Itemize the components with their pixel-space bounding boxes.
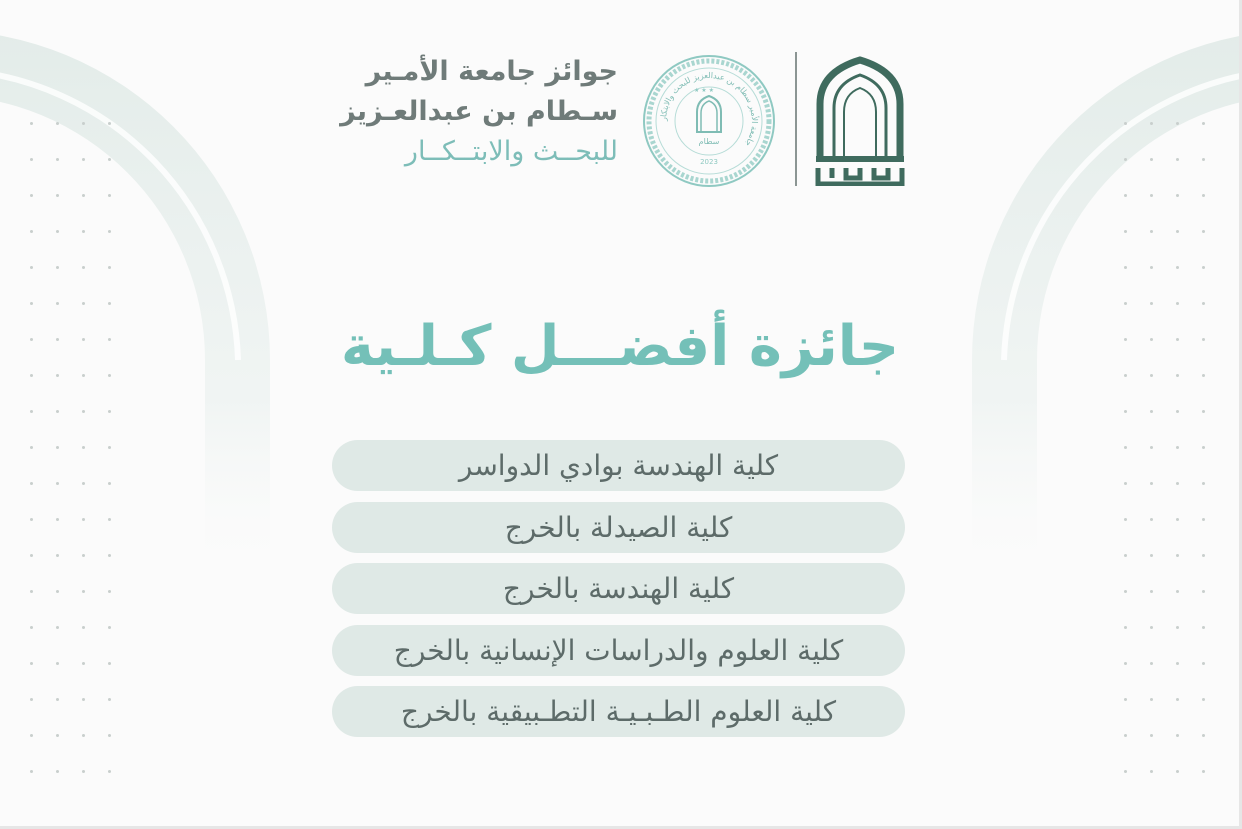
decor-dot	[1202, 770, 1205, 773]
decor-dot	[56, 662, 59, 665]
decor-dot	[108, 554, 111, 557]
decor-dot	[1176, 590, 1179, 593]
decor-dot	[108, 734, 111, 737]
decor-dot	[1150, 338, 1153, 341]
college-item-2: كلية الصيدلة بالخرج	[332, 502, 905, 553]
decor-dot	[1124, 338, 1127, 341]
decor-dot	[1150, 194, 1153, 197]
decor-dot	[30, 590, 33, 593]
decor-dot	[56, 626, 59, 629]
award-title-line-2: سـطام بن عبدالعـزيز	[340, 96, 618, 127]
college-list	[332, 440, 905, 748]
decor-dot	[1176, 446, 1179, 449]
svg-text:★ ★ ★: ★ ★ ★	[694, 87, 714, 94]
decor-dot	[108, 374, 111, 377]
decor-dot	[1202, 554, 1205, 557]
decor-dot	[1202, 410, 1205, 413]
decor-dot	[1150, 122, 1153, 125]
decor-dot	[1202, 734, 1205, 737]
decor-dot	[1124, 230, 1127, 233]
decor-dot	[82, 626, 85, 629]
decor-dot	[108, 518, 111, 521]
award-title-line-3: للبحــث والابتــكــار	[404, 136, 618, 167]
decor-dot	[82, 410, 85, 413]
seal-center-text: سطام	[698, 137, 720, 146]
decor-dot	[1150, 410, 1153, 413]
decor-dot	[1202, 626, 1205, 629]
decor-dot	[1150, 266, 1153, 269]
decor-dot	[82, 122, 85, 125]
decor-dot	[1150, 374, 1153, 377]
decor-dot	[108, 158, 111, 161]
decor-dot	[1150, 734, 1153, 737]
decor-dot	[1202, 194, 1205, 197]
decor-dot	[1124, 158, 1127, 161]
decor-dot	[108, 626, 111, 629]
decor-dot	[1176, 698, 1179, 701]
decor-dot	[108, 590, 111, 593]
decor-dot	[1202, 698, 1205, 701]
decor-dot	[82, 734, 85, 737]
main-title: جائزة أفضـــل كـلـية	[340, 314, 900, 379]
decor-dot	[30, 698, 33, 701]
decor-dot	[56, 554, 59, 557]
decor-dot	[56, 302, 59, 305]
decor-dot	[1176, 518, 1179, 521]
decor-dot	[30, 518, 33, 521]
decor-dot	[30, 554, 33, 557]
decor-dot	[1176, 158, 1179, 161]
decor-dot	[1176, 554, 1179, 557]
decor-dot	[56, 338, 59, 341]
decor-dot	[30, 230, 33, 233]
decor-dot	[56, 734, 59, 737]
college-item-5: كلية العلوم الطـبـيـة التطـبيقية بالخرج	[332, 686, 905, 737]
decor-dot	[1124, 122, 1127, 125]
decor-dot	[1124, 266, 1127, 269]
university-seal-icon	[642, 54, 776, 188]
decor-dot	[30, 482, 33, 485]
decor-dot	[30, 266, 33, 269]
decor-dot	[1176, 482, 1179, 485]
decor-dot	[30, 338, 33, 341]
decor-dot	[1124, 554, 1127, 557]
decor-dot	[1202, 122, 1205, 125]
decor-dot	[108, 302, 111, 305]
decor-dot	[82, 158, 85, 161]
decor-dot	[1150, 302, 1153, 305]
decor-dot	[1202, 374, 1205, 377]
decor-dot	[82, 302, 85, 305]
decor-dot	[1176, 770, 1179, 773]
decor-dot	[56, 482, 59, 485]
decor-dot	[82, 374, 85, 377]
decor-dot	[56, 230, 59, 233]
decor-dot	[1124, 446, 1127, 449]
decor-dot	[56, 122, 59, 125]
decor-dot	[1176, 122, 1179, 125]
decor-dot	[30, 302, 33, 305]
decor-dot	[108, 446, 111, 449]
decor-dot	[30, 662, 33, 665]
decor-dot	[56, 374, 59, 377]
decor-dot	[1202, 158, 1205, 161]
decor-dot	[1150, 230, 1153, 233]
decor-dot	[82, 338, 85, 341]
decor-dot	[1202, 266, 1205, 269]
decor-dot	[56, 158, 59, 161]
decor-dot	[1176, 662, 1179, 665]
decor-dot	[30, 374, 33, 377]
decor-dot	[108, 194, 111, 197]
decor-dot	[30, 734, 33, 737]
decor-dot	[1176, 410, 1179, 413]
seal-year: 2023	[700, 158, 718, 166]
decor-dot	[30, 446, 33, 449]
decor-dot	[108, 698, 111, 701]
decor-dot	[1124, 770, 1127, 773]
decor-dot	[1176, 266, 1179, 269]
decor-dot	[1202, 482, 1205, 485]
decor-dot	[1202, 518, 1205, 521]
decor-dot	[1150, 158, 1153, 161]
decor-dot	[1124, 734, 1127, 737]
decor-dot	[1202, 662, 1205, 665]
decor-dot	[108, 338, 111, 341]
decor-dot	[30, 158, 33, 161]
decor-dot	[56, 698, 59, 701]
college-item-1: كلية الهندسة بوادي الدواسر	[332, 440, 905, 491]
decor-dot	[1176, 626, 1179, 629]
decor-dot	[1202, 230, 1205, 233]
decor-dot	[56, 446, 59, 449]
decor-dot	[56, 590, 59, 593]
decor-dot	[56, 266, 59, 269]
college-item-4: كلية العلوم والدراسات الإنسانية بالخرج	[332, 625, 905, 676]
decor-dot	[1176, 338, 1179, 341]
decor-dot	[82, 230, 85, 233]
header-divider	[795, 52, 797, 186]
decor-dot	[108, 770, 111, 773]
decor-dot	[1124, 518, 1127, 521]
seal-ring-text: جامعة الأمير سطام بن عبدالعزيز للبحث والابتكار	[658, 70, 760, 148]
decor-dot	[82, 770, 85, 773]
decor-dot	[1124, 698, 1127, 701]
decor-dot	[1150, 482, 1153, 485]
decor-dot	[1150, 590, 1153, 593]
decor-dot	[108, 230, 111, 233]
decor-dot	[1202, 590, 1205, 593]
decor-dot	[30, 410, 33, 413]
decor-dot	[1124, 590, 1127, 593]
decor-dot	[108, 482, 111, 485]
decor-dot	[1150, 446, 1153, 449]
decor-dot	[56, 410, 59, 413]
decor-dot	[1176, 374, 1179, 377]
decor-dot	[56, 194, 59, 197]
award-title-line-1: جوائز جامعة الأمـير	[365, 56, 618, 87]
decor-dot	[1202, 446, 1205, 449]
decor-dot	[1176, 302, 1179, 305]
decor-dot	[82, 554, 85, 557]
decor-dot	[1150, 662, 1153, 665]
decor-dot	[108, 122, 111, 125]
decor-dot	[30, 626, 33, 629]
dot-grid-right	[1124, 122, 1214, 802]
decor-dot	[82, 446, 85, 449]
decor-dot	[1150, 554, 1153, 557]
decor-dot	[1150, 518, 1153, 521]
decor-dot	[56, 518, 59, 521]
decor-dot	[1124, 194, 1127, 197]
decor-dot	[1176, 194, 1179, 197]
decor-dot	[1124, 662, 1127, 665]
decor-dot	[1150, 626, 1153, 629]
award-title-block	[288, 52, 618, 172]
decor-dot	[1124, 626, 1127, 629]
decor-dot	[108, 662, 111, 665]
decor-dot	[1176, 230, 1179, 233]
decor-dot	[1124, 302, 1127, 305]
decor-dot	[1150, 698, 1153, 701]
college-item-3: كلية الهندسة بالخرج	[332, 563, 905, 614]
decor-dot	[82, 698, 85, 701]
decor-dot	[1124, 482, 1127, 485]
decor-dot	[1176, 734, 1179, 737]
decor-dot	[108, 410, 111, 413]
sattam-logo-icon	[814, 56, 906, 186]
decor-dot	[1124, 374, 1127, 377]
dot-grid-left	[30, 122, 120, 802]
decor-dot	[56, 770, 59, 773]
header	[300, 52, 940, 192]
decor-dot	[82, 518, 85, 521]
decor-dot	[82, 194, 85, 197]
decor-dot	[1202, 338, 1205, 341]
decor-dot	[30, 194, 33, 197]
decor-dot	[82, 590, 85, 593]
decor-dot	[82, 662, 85, 665]
decor-dot	[30, 770, 33, 773]
decor-dot	[1124, 410, 1127, 413]
decor-dot	[30, 122, 33, 125]
decor-dot	[1150, 770, 1153, 773]
decor-dot	[82, 482, 85, 485]
decor-dot	[82, 266, 85, 269]
decor-dot	[1202, 302, 1205, 305]
decor-dot	[108, 266, 111, 269]
